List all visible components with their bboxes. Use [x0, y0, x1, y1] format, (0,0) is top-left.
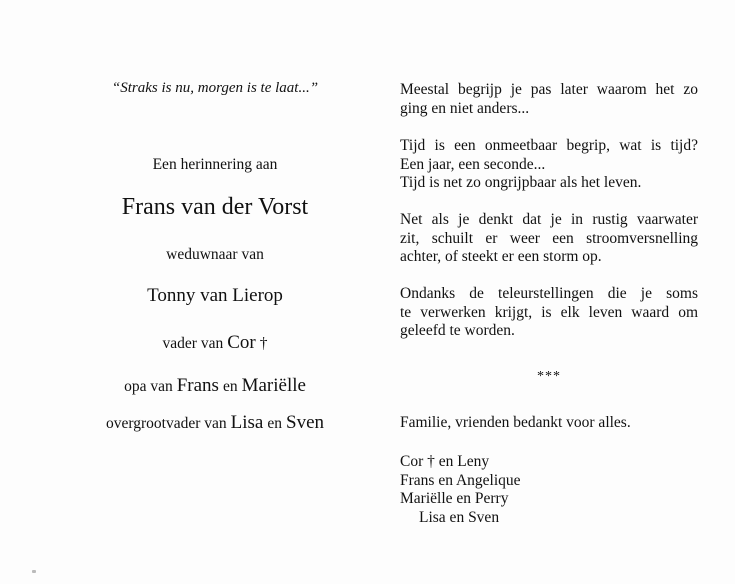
- family-member: Frans en Angelique: [400, 471, 521, 489]
- great-grandfather-line: [40, 412, 390, 434]
- father-prefix: vader van: [162, 335, 224, 352]
- child-name: Cor: [227, 332, 256, 353]
- poem-line: Ondanks de teleurstellingen die je soms: [400, 285, 698, 302]
- spouse-name: Tonny van Lierop: [147, 285, 283, 306]
- poem-line: achter, of steekt er een storm op.: [400, 248, 602, 266]
- great-grandchild-conj: en: [267, 415, 282, 432]
- poem-paragraph-2: [400, 137, 698, 193]
- thanks-text: Familie, vrienden bedankt voor alles.: [400, 414, 631, 431]
- father-line: [40, 332, 390, 354]
- family-list: [400, 453, 521, 527]
- grandchild-conj: en: [222, 378, 238, 395]
- poem-line: Meestal begrijp je pas later waarom het zo: [400, 81, 698, 98]
- poem-line: Een jaar, een seconde...: [400, 155, 546, 173]
- poem-line: te verwerken krijgt, is elk leven waard om: [400, 303, 698, 321]
- grandfather-line: [40, 375, 390, 397]
- poem-line: ging en niet anders...: [400, 99, 530, 117]
- great-grandchild-name-1: Lisa: [230, 412, 264, 433]
- poem-line: zit, schuilt er weer een stroomversnelling: [400, 229, 698, 247]
- poem-paragraph-4: [400, 285, 698, 341]
- separator-stars: ***: [537, 369, 561, 384]
- scan-speck: [32, 570, 36, 573]
- poem-line: Net als je denkt dat je in rustig vaarwater: [400, 211, 698, 228]
- grandchild-name-2: Mariëlle: [241, 375, 306, 396]
- family-member: Lisa en Sven: [419, 508, 500, 526]
- poem-line: Tijd is net zo ongrijpbaar als het leven.: [400, 174, 642, 192]
- great-grandchild-name-2: Sven: [286, 412, 324, 433]
- poem-paragraph-1: [400, 81, 698, 118]
- poem-line: Tijd is een onmeetbaar begrip, wat is tijd?: [400, 137, 698, 154]
- intro-text: Een herinnering aan: [152, 156, 278, 173]
- quote: “Straks is nu, morgen is te laat...”: [111, 80, 319, 96]
- family-member: Cor † en Leny: [400, 453, 490, 470]
- poem-line: geleefd te worden.: [400, 322, 515, 340]
- deceased-name: Frans van der Vorst: [121, 194, 309, 220]
- cross-symbol: †: [259, 335, 268, 352]
- family-member: Mariëlle en Perry: [400, 490, 509, 507]
- poem-paragraph-3: [400, 211, 698, 267]
- grandchild-name-1: Frans: [176, 375, 219, 396]
- grandfather-prefix: opa van: [124, 378, 173, 395]
- great-grandfather-prefix: overgrootvader van: [105, 415, 227, 432]
- widower-label: weduwnaar van: [166, 246, 264, 263]
